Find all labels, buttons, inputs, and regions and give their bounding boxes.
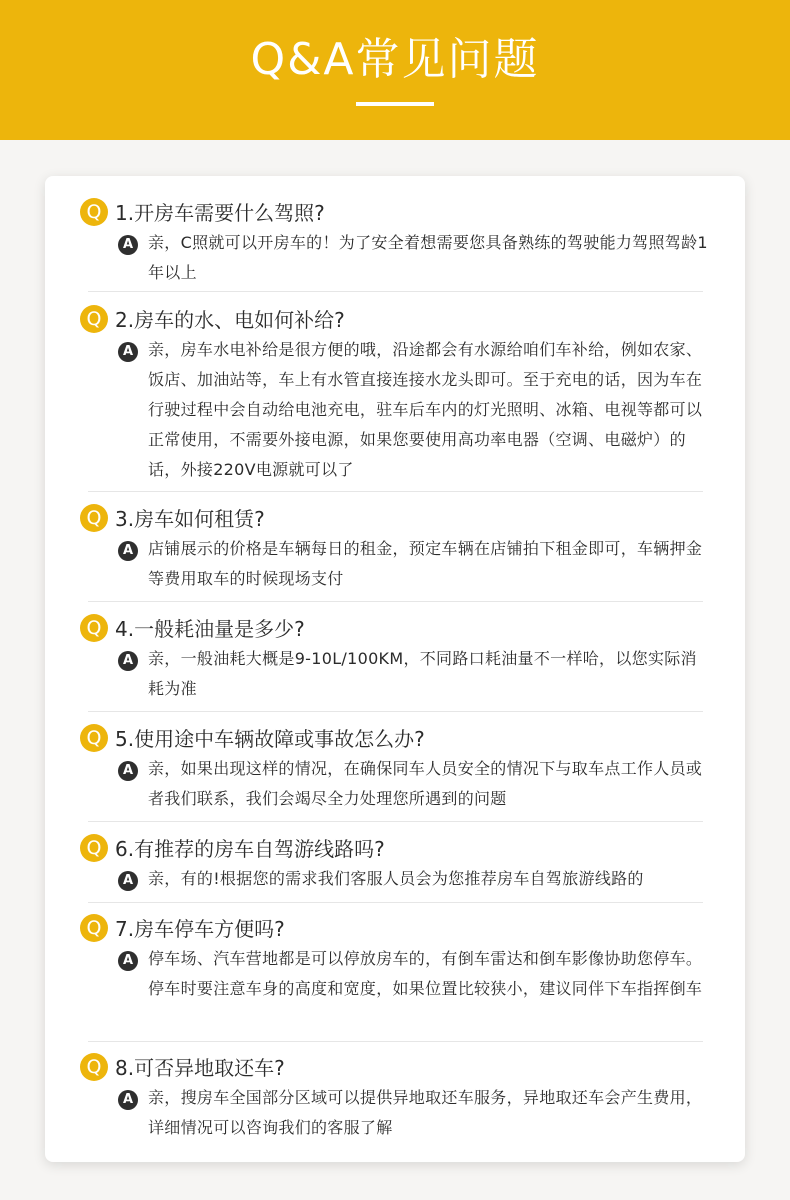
question-badge: Q [80,834,108,862]
answer-badge: A [118,235,138,255]
page-title: Q&A常见问题 [250,34,540,85]
divider [88,821,703,822]
answer-badge: A [118,871,138,891]
title-underline [356,102,434,106]
answer-text: 亲，C照就可以开房车的！为了安全着想需要您具备熟练的驾驶能力驾照驾龄1年以上 [148,233,708,282]
question-badge: Q [80,724,108,752]
answer-badge: A [118,1090,138,1110]
question-badge: Q [80,504,108,532]
question-text: 6.有推荐的房车自驾游线路吗? [115,837,385,861]
answer-badge: A [118,342,138,362]
question-badge: Q [80,1053,108,1081]
divider [88,291,703,292]
answer-badge: A [118,541,138,561]
divider [88,491,703,492]
question-text: 3.房车如何租赁? [115,507,265,531]
question-badge: Q [80,614,108,642]
question-text: 8.可否异地取还车? [115,1056,285,1080]
answer-text: 店铺展示的价格是车辆每日的租金，预定车辆在店铺拍下租金即可，车辆押金等费用取车的时候现场支付 [148,539,703,588]
divider [88,711,703,712]
answer-text: 亲，房车水电补给是很方便的哦，沿途都会有水源给咱们车补给，例如农家、饭店、加油站等，车上有水管直接连接水龙头即可。至于充电的话，因为车在行驶过程中会自动给电池充电，驻车后车内的灯光照明、冰箱、电视等都可以正常使用，不需要外接电源，如果您要使用高功率电器（空调、电磁炉）的话，外接220V电源就可以了 [148,340,703,479]
answer-text: 亲，一般油耗大概是9-10L/100KM，不同路口耗油量不一样哈，以您实际消耗为准 [148,649,697,698]
answer-badge: A [118,761,138,781]
question-text: 7.房车停车方便吗? [115,917,285,941]
question-text: 2.房车的水、电如何补给? [115,308,345,332]
divider [88,902,703,903]
question-badge: Q [80,305,108,333]
divider [88,601,703,602]
answer-badge: A [118,951,138,971]
divider [88,1041,703,1042]
question-text: 5.使用途中车辆故障或事故怎么办? [115,727,425,751]
answer-badge: A [118,651,138,671]
answer-text: 亲，搜房车全国部分区域可以提供异地取还车服务，异地取还车会产生费用，详细情况可以咨询我们的客服了解 [148,1088,703,1137]
page-header [0,0,790,140]
answer-text: 停车场、汽车营地都是可以停放房车的，有倒车雷达和倒车影像协助您停车。停车时要注意车身的高度和宽度，如果位置比较狭小，建议同伴下车指挥倒车 [148,949,703,998]
question-text: 1.开房车需要什么驾照? [115,201,325,225]
question-badge: Q [80,914,108,942]
qa-card [45,176,745,1162]
question-badge: Q [80,198,108,226]
answer-text: 亲，如果出现这样的情况，在确保同车人员安全的情况下与取车点工作人员或者我们联系，我们会竭尽全力处理您所遇到的问题 [148,759,703,808]
question-text: 4.一般耗油量是多少? [115,617,305,641]
answer-text: 亲，有的!根据您的需求我们客服人员会为您推荐房车自驾旅游线路的 [148,869,644,888]
